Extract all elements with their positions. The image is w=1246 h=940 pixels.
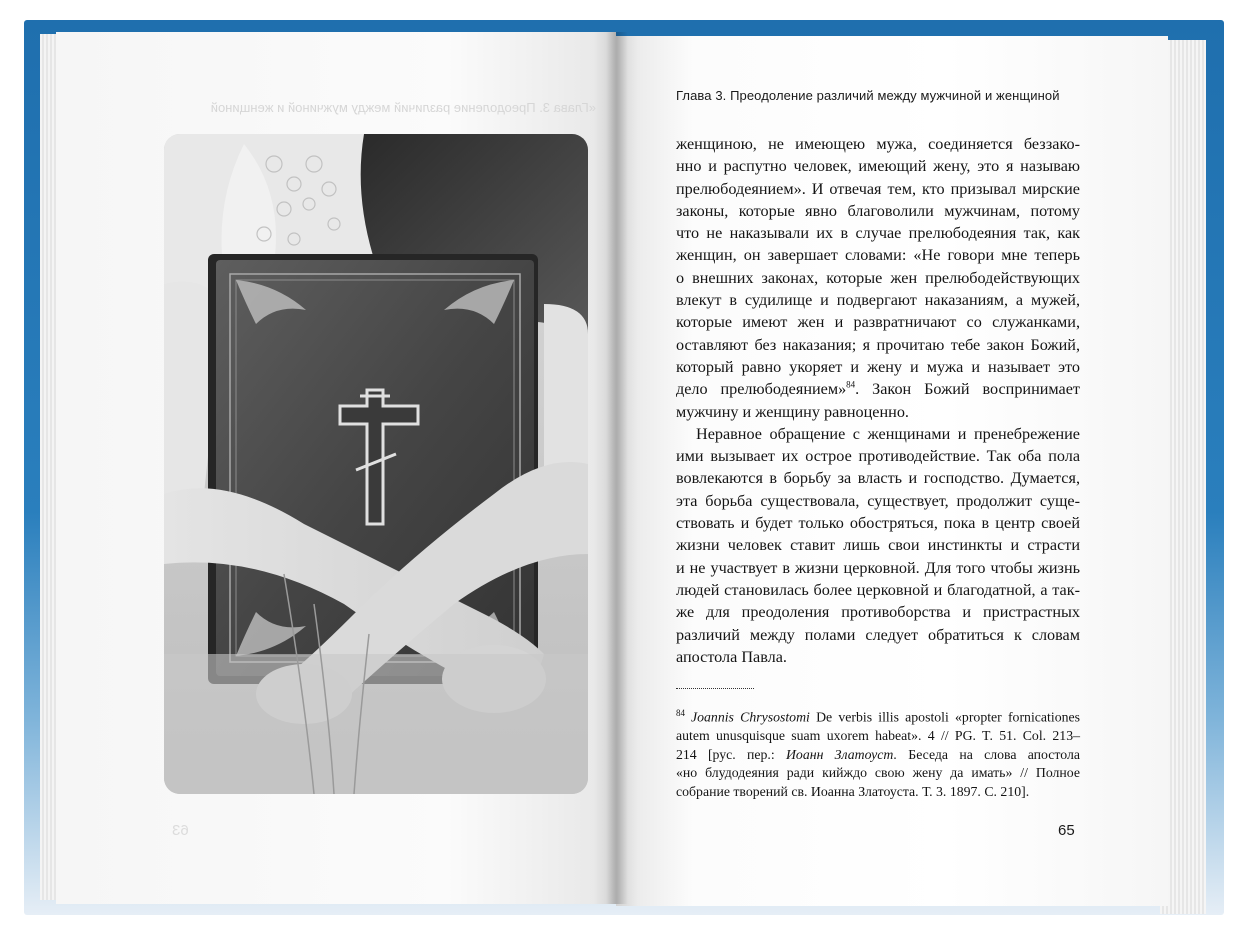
footnote-line: собрание творений св. Иоанна Златоуста. Т. 3. 1897. С. 210].: [676, 783, 1030, 799]
text-line: Неравное обращение с женщинами и пренебрежение: [696, 424, 1080, 443]
ghost-running-head: «Глава 3. Преодоление различий между мужчиной и женщиной: [210, 100, 596, 115]
footnote-fragment: Беседа на слова апостола: [897, 746, 1080, 762]
text-fragment: дело прелюбодеянием»: [676, 380, 847, 399]
photo-illustration: [164, 134, 588, 794]
text-line-with-footnote-ref: [676, 378, 1080, 400]
ghost-page-number: 63: [172, 822, 189, 839]
book-spine-shadow: [606, 32, 628, 904]
footnote: [676, 704, 1080, 802]
text-line: апостола Павла.: [676, 647, 787, 666]
footnote-fragment: De verbis illis apostoli «propter fornicationes: [809, 709, 1080, 725]
text-line: и не участвует в жизни церковной. Для того чтобы жизнь: [676, 558, 1080, 577]
text-line: женщиною, не имеющею мужа, соединяется беззако-: [676, 135, 1080, 153]
photo-girl-holding-bible: [164, 134, 588, 794]
text-line: эта борьба существовала, существует, продолжит суще-: [676, 491, 1080, 510]
text-line: ствовать и будет только обостряться, пока в центр своей: [676, 514, 1080, 533]
text-line: жизни человек ставит лишь свои инстинкты и страсти: [676, 536, 1080, 555]
text-line: влекут в судилище и подвергают наказаниям, а мужей,: [676, 291, 1080, 310]
text-line: людей становилась более церковной и благодатной, а так-: [676, 580, 1080, 599]
text-line: же для преодоления противоборства и пристрастных: [676, 603, 1080, 622]
footnote-author: Joannis Chrysostomi: [691, 709, 810, 725]
text-line: женщин, он завершает словами: «Не говори мне теперь: [676, 246, 1080, 265]
footnote-ref[interactable]: 84: [846, 379, 856, 390]
footnote-line: autem unusquisque suam uxorem habeat». 4 // PG. T. 51. Col. 213–: [676, 728, 1080, 744]
text-line: прелюбодеянием». И отвечая тем, кто призывал мирские: [676, 179, 1080, 198]
footnote-divider: [676, 688, 754, 689]
text-line: нно и распутно человек, имеющий жену, это я называю: [676, 157, 1080, 176]
text-line: различий между полами следует обратиться к словам: [676, 625, 1080, 644]
footnote-line: [676, 746, 1080, 765]
text-line: ими вызывает их острое противодействие. Так оба пола: [676, 447, 1080, 466]
text-line: оставляют без наказания; я прочитаю тебе закон Божий,: [676, 335, 1080, 354]
page-number: 65: [1058, 822, 1075, 839]
footnote-number: 84: [676, 708, 685, 718]
text-line: о внешних законах, которые жен прелюбодействующих: [676, 268, 1080, 287]
text-line: мужчину и женщину равноценно.: [676, 402, 909, 421]
text-fragment: . Закон Божий воспринимает: [855, 380, 1080, 399]
text-line: которые имеют жен и развратничают со служанками,: [676, 313, 1080, 332]
text-line: законы, которые явно благоволили мужчинам, потому: [676, 201, 1080, 220]
footnote-line: [676, 704, 1080, 727]
footnote-author-ru: Иоанн Златоуст.: [785, 746, 898, 762]
text-line: вовлекаются в борьбу за власть и господство. Думается,: [676, 469, 1080, 488]
body-text: [676, 133, 1080, 668]
footnote-fragment: 214 [рус. пер.:: [676, 746, 786, 762]
running-head: Глава 3. Преодоление различий между мужчиной и женщиной: [676, 88, 1060, 103]
text-line: который равно укоряет и жену и мужа и называет это: [676, 357, 1080, 376]
text-line: что не наказывали их в случае прелюбодеяния так, как: [676, 224, 1080, 243]
footnote-line: «но блудодеяния ради кийждо свою жену да имать» // Полное: [676, 765, 1080, 781]
